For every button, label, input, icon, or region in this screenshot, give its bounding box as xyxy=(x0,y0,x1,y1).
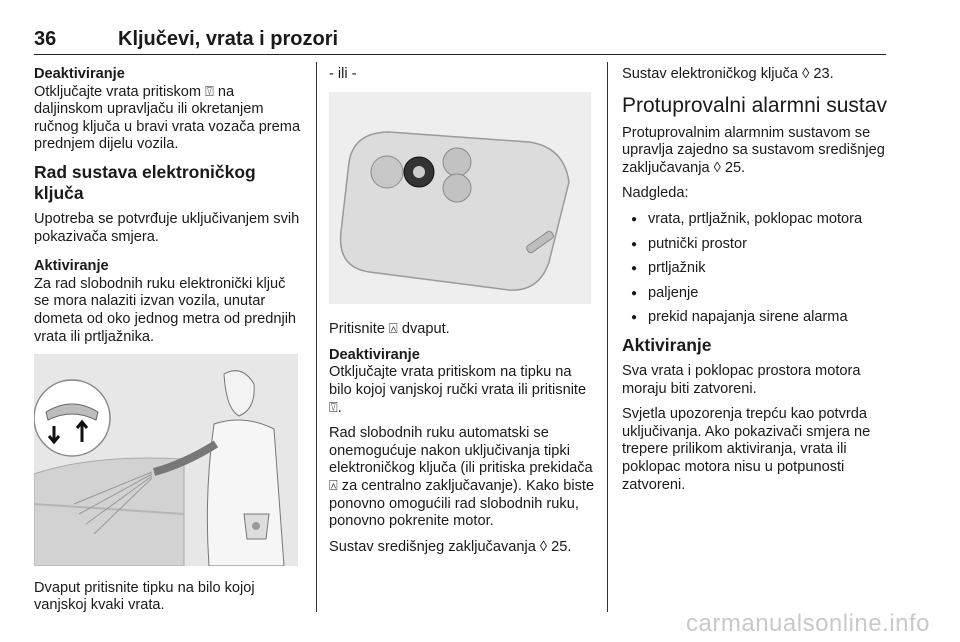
activation-heading: Aktiviranje xyxy=(622,334,712,355)
column-divider xyxy=(607,62,608,612)
electronic-key-reference: Sustav elektroničkog ključa ◊ 23. xyxy=(622,66,834,82)
list-item: ● putnički prostor xyxy=(622,236,890,254)
page-number: 36 xyxy=(34,28,57,50)
deactivation-heading: Deaktiviranje xyxy=(34,66,125,82)
press-twice-text: Pritisnite ⍓ dvaput. xyxy=(329,321,450,338)
watermark: carmanualsonline.info xyxy=(686,610,930,637)
deactivation-text: Otključajte vrata pritiskom na tipku na bilo kojoj vanjskoj ručki vrata ili pritisnite ⍔. xyxy=(329,364,587,416)
list-item: ● prtljažnik xyxy=(622,260,890,278)
column-middle xyxy=(329,66,595,564)
key-card-figure xyxy=(329,92,595,310)
section-heading: Rad sustava elektroničkog ključa xyxy=(34,161,256,203)
deactivation-text: Otključajte vrata pritiskom ⍔ na daljinskom upravljaču ili okretanjem ručnog ključa u bravi vrata vozača prema prednjem dijelu vozila. xyxy=(34,83,301,153)
activation-text-1: Sva vrata i poklopac prostora motora moraju biti zatvoreni. xyxy=(622,362,861,397)
alarm-intro: Protuprovalnim alarmnim sustavom se upravlja zajedno sa sustavom središnjeg zaključavanja ◊ 25. xyxy=(622,124,885,176)
activation-heading: Aktiviranje xyxy=(34,258,109,275)
alarm-system-heading: Protuprovalni alarmni sustav xyxy=(622,93,887,117)
key-card-illustration xyxy=(329,92,591,304)
list-item: ● prekid napajanja sirene alarma xyxy=(622,309,890,327)
door-handle-figure xyxy=(34,354,304,572)
central-locking-reference: Sustav središnjeg zaključavanja ◊ 25. xyxy=(329,538,572,555)
activation-text-2: Svjetla upozorenja trepću kao potvrda uključivanja. Ako pokazivači smjera ne trepere prilikom aktiviranja, vrata ili poklopac motora nisu u potpunosti zatvoreni. xyxy=(622,406,871,493)
door-handle-illustration xyxy=(34,354,298,566)
page-title: Ključevi, vrata i prozori xyxy=(118,28,339,50)
page-header xyxy=(34,26,886,55)
deactivation-heading: Deaktiviranje xyxy=(329,346,420,363)
list-item: ● vrata, prtljažnik, poklopac motora xyxy=(622,211,890,229)
column-divider xyxy=(316,62,317,612)
section-text: Upotreba se potvrđuje uključivanjem svih pokazivača smjera. xyxy=(34,210,300,245)
column-left xyxy=(34,66,304,623)
column-right xyxy=(622,66,890,502)
auto-disable-text: Rad slobodnih ruku automatski se onemogućuje nakon uključivanja tipki elektroničkog ključa (ili pritiska prekidača ⍓ za centralno zaključavanje). Kako biste ponovno omogućili rad slobodnih ruku, ponovno pokrenite motor. xyxy=(329,425,595,530)
figure-caption: Dvaput pritisnite tipku na bilo kojoj vanjskoj kvaki vrata. xyxy=(34,579,255,614)
monitors-label: Nadgleda: xyxy=(622,185,689,202)
activation-text: Za rad slobodnih ruku elektronički ključ se mora nalaziti izvan vozila, unutar dometa od oko jednog metra od prednjih vrata ili prtljažnika. xyxy=(34,275,297,345)
list-item: ● paljenje xyxy=(622,285,890,303)
monitored-list xyxy=(622,211,890,327)
or-separator: - ili - xyxy=(329,66,357,82)
